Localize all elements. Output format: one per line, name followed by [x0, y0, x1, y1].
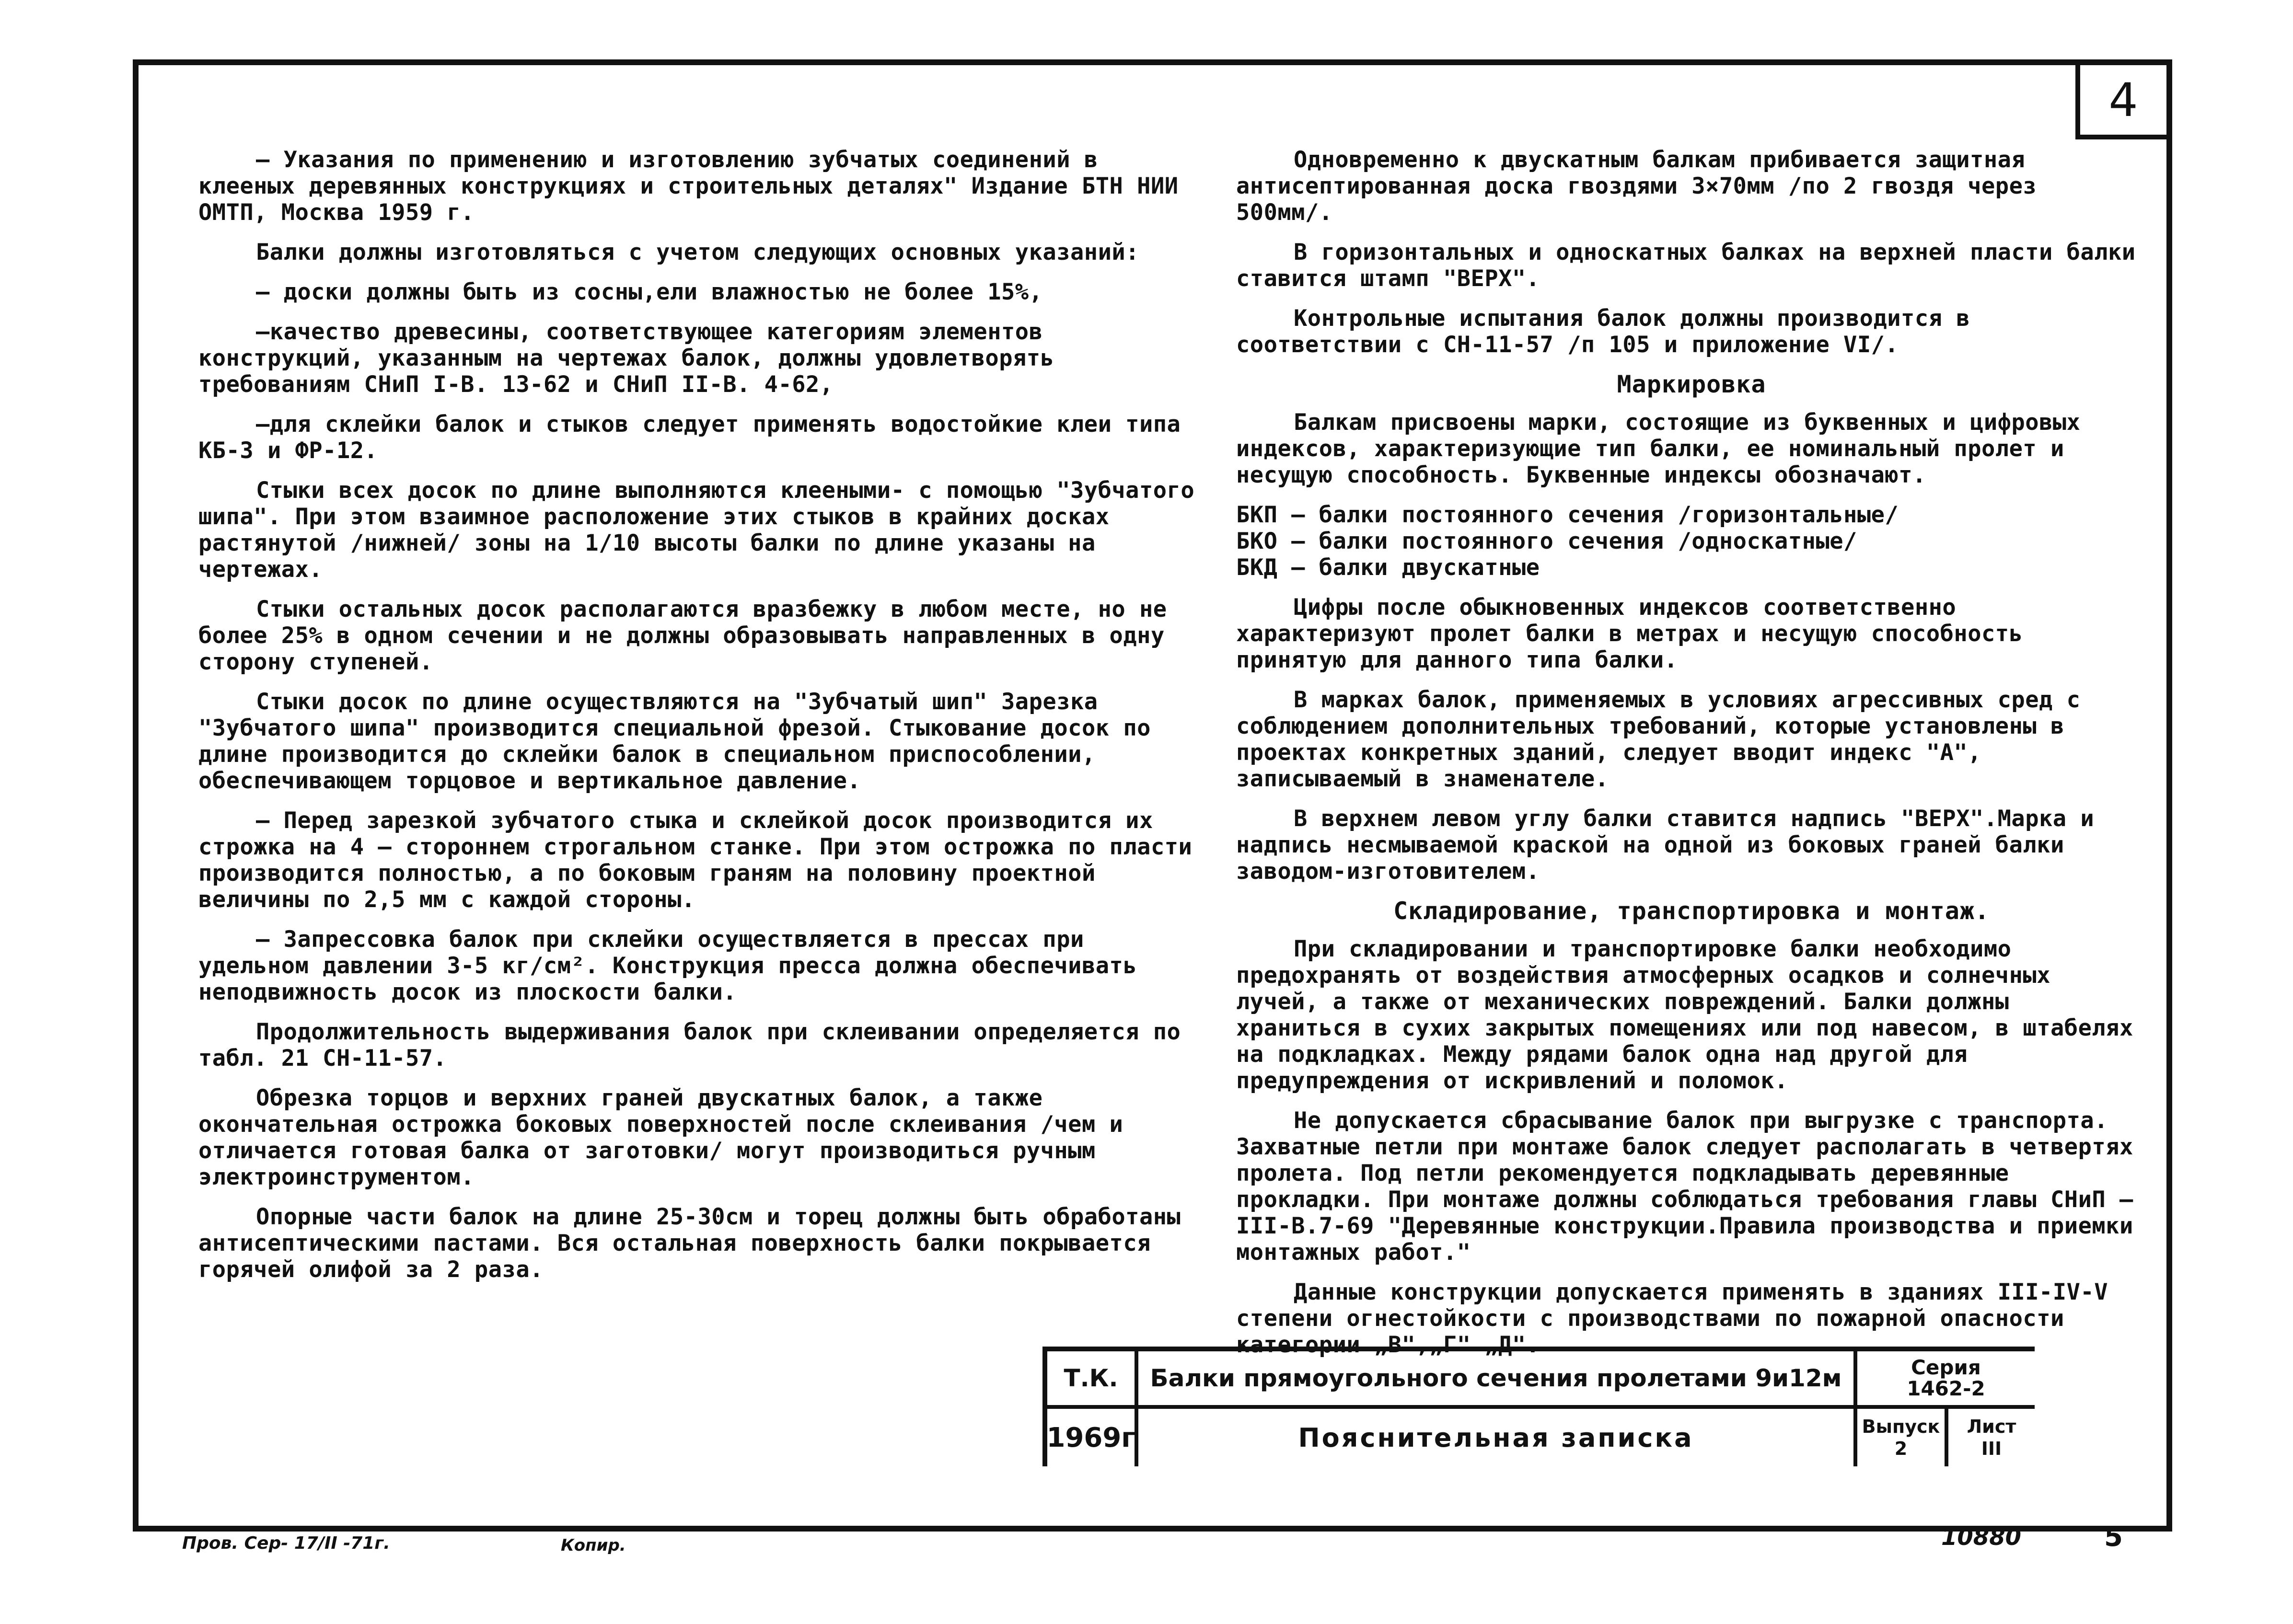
paragraph: Данные конструкции допускается применять в зданиях III-IV-V степени огнестойкости с производствами по пожарной опасности категории „В",„Г" „Д". — [1236, 1279, 2108, 1358]
page-number: 5 — [2104, 1521, 2123, 1553]
paragraph: Балки должны изготовляться с учетом следующих основных указаний: — [256, 239, 1139, 265]
sheet-value: III — [1981, 1438, 2002, 1459]
section-heading-storage: Складирование, транспортировка и монтаж. — [1393, 897, 1990, 925]
paragraph: –качество древесины, соответствующее категориям элементов конструкций, указанным на чертежах балок, должны удовлетворять требованиям СНиП I-В. 13-62 и СНиП II-В. 4-62, — [198, 319, 1054, 398]
title-block — [1042, 1347, 2035, 1466]
issue-label: Выпуск — [1862, 1416, 1940, 1437]
paragraph: В горизонтальных и односкатных балках на верхней пласти балки ставится штамп "ВЕРХ". — [1236, 239, 2136, 292]
paragraph: – Указания по применению и изготовлению зубчатых соединений в клееных деревянных конструкциях и строительных деталях" Издание БТН НИИ ОМТП, Москва 1959 г. — [198, 147, 1179, 226]
paragraph: В марках балок, применяемых в условиях агрессивных сред с соблюдением дополнительных требований, которые установлены в проектах конкретных зданий, следует вводит индекс "А", записываемый в знаменателе. — [1236, 687, 2081, 792]
title-block-series — [1857, 1351, 2035, 1409]
paragraph: – Перед зарезкой зубчатого стыка и склейкой досок производится их строжка на 4 – стороннем строгальном станке. При этом острожка по пласти производится полностью, а по боковым граням на половину проектной величины по 2,5 мм с каждой стороны. — [198, 807, 1193, 913]
paragraph: – доски должны быть из сосны,ели влажностью не более 15%, — [256, 279, 1043, 305]
list-item: БКД – балки двускатные — [1236, 554, 1540, 581]
copied-by-note: Копир. — [561, 1536, 626, 1555]
list-item: БКП – балки постоянного сечения /горизонтальные/ — [1236, 502, 1899, 528]
paragraph: Опорные части балок на длине 25-30см и торец должны быть обработаны антисептическими пастами. Вся остальная поверхность балки покрывается горячей олифой за 2 раза. — [198, 1204, 1181, 1283]
paragraph: – Запрессовка балок при склейки осуществляется в прессах при удельном давлении 3-5 кг/см². Конструкция пресса должна обеспечивать неподвижность досок из плоскости балки. — [198, 926, 1137, 1005]
checked-by-note: Пров. Сер- 17/II -71г. — [182, 1533, 390, 1553]
page-number-box: 4 — [2075, 65, 2166, 139]
paragraph: Обрезка торцов и верхних граней двускатных балок, а также окончательная острожка боковых поверхностей после склеивания /чем и отличается готовая балка от заготовки/ могут производиться ручным электроинструментом. — [198, 1085, 1123, 1190]
archive-number: 10880 — [1941, 1524, 2021, 1551]
paragraph: –для склейки балок и стыков следует применять водостойкие клеи типа КБ-3 и ФР-12. — [198, 411, 1181, 464]
paragraph: Стыки досок по длине осуществляются на "Зубчатый шип" Зарезка "Зубчатого шипа" производится специальной фрезой. Стыкование досок по длине производится до склейки балок в специальном приспособлении, обеспечивающем торцовое и вертикальное давление. — [198, 689, 1151, 794]
paragraph: Продолжительность выдерживания балок при склеивании определяется по табл. 21 СН-11-57. — [198, 1019, 1181, 1071]
paragraph: Не допускается сбрасывание балок при выгрузке с транспорта. Захватные петли при монтаже балок следует располагать в четвертях пролета. Под петли рекомендуется подкладывать деревянные прокладки. При монтаже должны соблюдаться требования главы СНиП – III-В.7-69 "Деревянные конструкции.Правила производства и приемки монтажных работ." — [1236, 1107, 2133, 1266]
paragraph: Стыки остальных досок располагаются вразбежку в любом месте, но не более 25% в одном сечении и не должны образовывать направленных в одну сторону ступеней. — [198, 596, 1167, 675]
paragraph: Контрольные испытания балок должны производится в соответствии с СН-11-57 /п 105 и приложение VI/. — [1236, 305, 1970, 358]
paragraph: Одновременно к двускатным балкам прибивается защитная антисептированная доска гвоздями 3×70мм /по 2 гвоздя через 500мм/. — [1236, 147, 2037, 226]
title-block-sheet — [1948, 1409, 2035, 1466]
left-text-column — [198, 147, 1205, 1296]
title-block-title: Балки прямоугольного сечения пролетами 9и12м — [1138, 1351, 1857, 1409]
series-value: 1462-2 — [1907, 1377, 1985, 1400]
paragraph: Стыки всех досок по длине выполняются клееными- с помощью "Зубчатого шипа". При этом взаимное расположение этих стыков в крайних досках растянутой /нижней/ зоны на 1/10 высоты балки по длине указаны на чертежах. — [198, 477, 1195, 583]
section-heading-marking: Маркировка — [1617, 370, 1766, 398]
title-block-year: 1969г — [1047, 1409, 1138, 1466]
sheet-label: Лист — [1967, 1416, 2016, 1437]
title-block-document: Пояснительная записка — [1138, 1409, 1857, 1466]
issue-value: 2 — [1894, 1438, 1908, 1459]
paragraph: В верхнем левом углу балки ставится надпись "ВЕРХ".Марка и надпись несмываемой краской на одной из боковых граней балки заводом-изготовителем. — [1236, 806, 2095, 885]
drawing-sheet — [133, 59, 2172, 1532]
right-text-column — [1236, 147, 2147, 1371]
title-block-tk: Т.К. — [1047, 1351, 1138, 1409]
marking-list — [1236, 502, 2147, 581]
paragraph: Балкам присвоены марки, состоящие из буквенных и цифровых индексов, характеризующие тип балки, ее номинальный пролет и несущую способность. Буквенные индексы обозначают. — [1236, 409, 2081, 488]
series-label: Серия — [1911, 1356, 1981, 1379]
title-block-issue — [1857, 1409, 1948, 1466]
paragraph: При складировании и транспортировке балки необходимо предохранять от воздействия атмосферных осадков и солнечных лучей, а также от механических повреждений. Балки должны храниться в сухих закрытых помещениях или под навесом, в штабелях на подкладках. Между рядами балок одна над другой для предупреждения от искривлений и поломок. — [1236, 936, 2133, 1094]
paragraph: Цифры после обыкновенных индексов соответственно характеризуют пролет балки в метрах и несущую способность принятую для данного типа балки. — [1236, 594, 2023, 673]
list-item: БКО – балки постоянного сечения /односкатные/ — [1236, 528, 1857, 554]
